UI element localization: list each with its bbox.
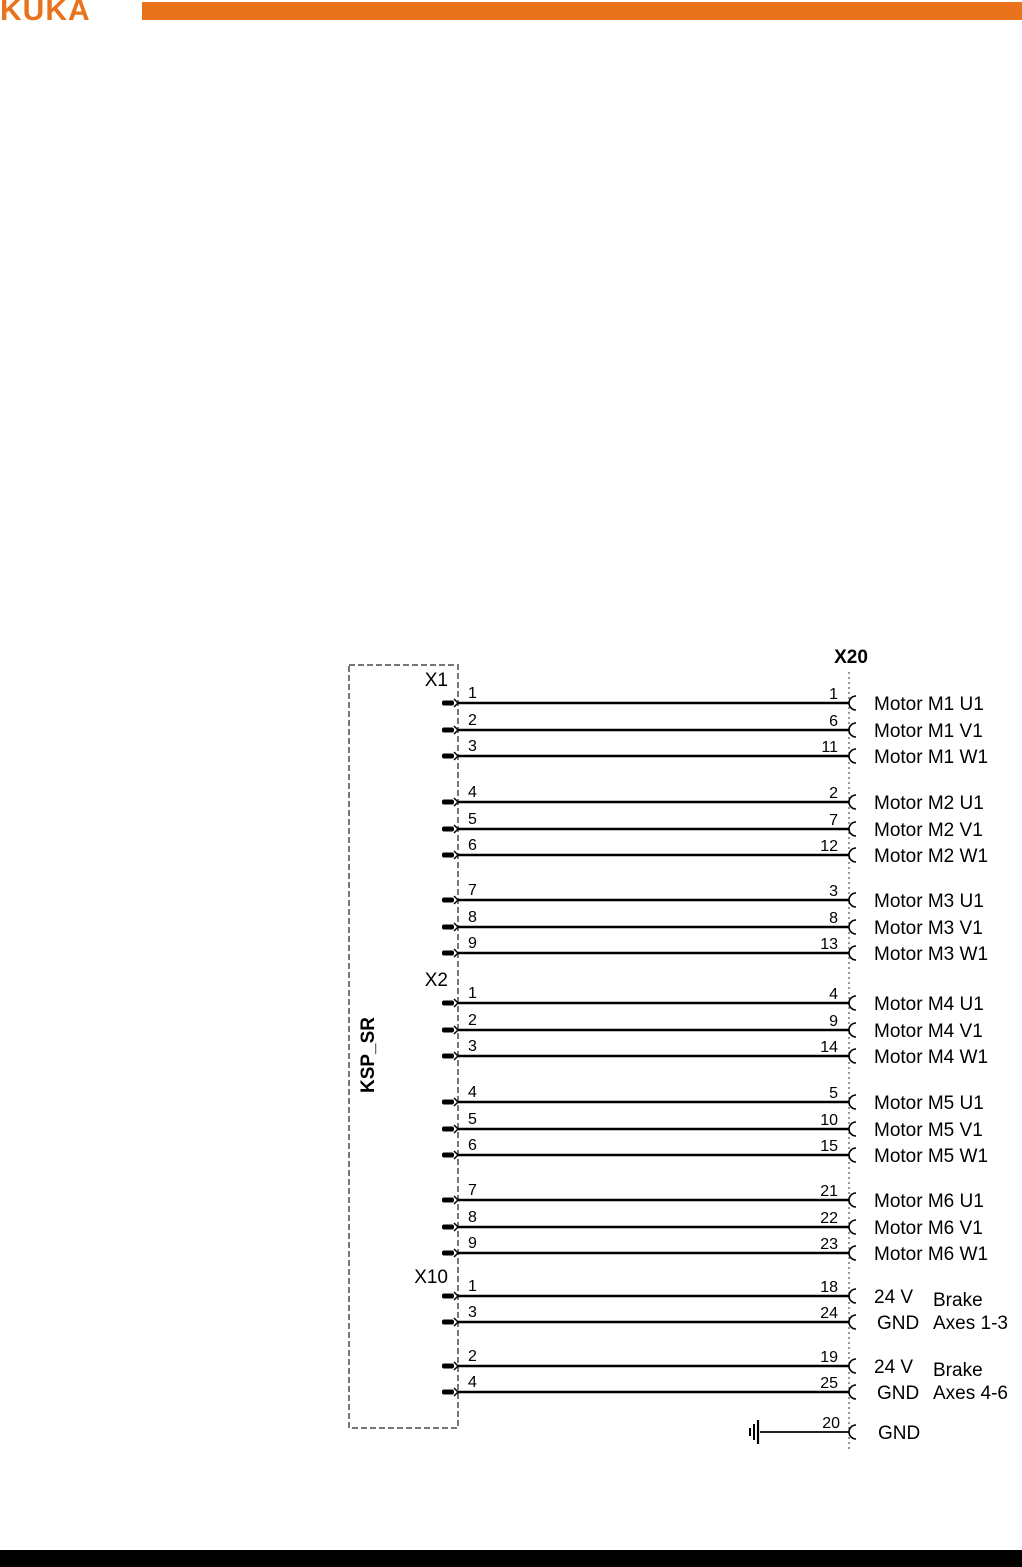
pin-marker (442, 1390, 454, 1395)
pin-marker (442, 1100, 454, 1105)
socket-symbol (849, 696, 856, 710)
socket-symbol (849, 1246, 856, 1260)
connector-label-x10: X10 (414, 1267, 448, 1288)
module-pin-number: 2 (468, 1012, 477, 1029)
signal-label: GND (877, 1313, 920, 1334)
module-pin-number: 4 (468, 1374, 477, 1391)
x20-pin-number: 23 (820, 1236, 838, 1253)
x20-pin-number: 4 (829, 986, 838, 1003)
pin-marker (442, 1028, 454, 1033)
x20-pin-number: 21 (820, 1183, 838, 1200)
pin-marker (442, 728, 454, 733)
signal-label: GND (877, 1383, 920, 1404)
pin-marker (442, 754, 454, 759)
signal-label: Motor M4 W1 (874, 1047, 989, 1068)
socket-symbol (849, 1122, 856, 1136)
module-pin-number: 3 (468, 1304, 477, 1321)
signal-label: 24 V (874, 1287, 914, 1308)
socket-symbol (849, 1385, 856, 1399)
module-pin-number: 7 (468, 1182, 477, 1199)
pin-marker (442, 1251, 454, 1256)
ground-label: GND (878, 1423, 921, 1444)
socket-symbol (849, 893, 856, 907)
signal-label: Motor M3 V1 (874, 918, 983, 939)
signal-label: Motor M1 V1 (874, 721, 983, 742)
x20-pin-number: 9 (829, 1013, 838, 1030)
x20-pin-number: 5 (829, 1085, 838, 1102)
x20-pin-number: 20 (822, 1415, 840, 1432)
module-label: KSP_SR (358, 1016, 379, 1094)
socket-symbol (849, 1289, 856, 1303)
signal-label: Motor M5 V1 (874, 1120, 983, 1141)
signal-label: Motor M6 W1 (874, 1244, 989, 1265)
brake-group-title: Brake (933, 1360, 983, 1381)
module-pin-number: 1 (468, 985, 477, 1002)
x20-pin-number: 13 (820, 936, 838, 953)
x20-pin-number: 8 (829, 910, 838, 927)
connector-label-x1: X1 (424, 670, 448, 691)
pin-marker (442, 800, 454, 805)
pin-marker (442, 1001, 454, 1006)
x20-pin-number: 22 (820, 1210, 838, 1227)
x20-pin-number: 6 (829, 713, 838, 730)
signal-label: Motor M5 W1 (874, 1146, 989, 1167)
signal-label: Motor M6 V1 (874, 1218, 983, 1239)
socket-symbol (849, 1425, 856, 1439)
brake-group-title: Brake (933, 1290, 983, 1311)
x20-pin-number: 11 (821, 739, 838, 756)
x20-pin-number: 24 (820, 1305, 838, 1322)
x20-pin-number: 2 (829, 785, 838, 802)
socket-symbol (849, 1095, 856, 1109)
signal-label: Motor M2 W1 (874, 846, 989, 867)
pin-marker (442, 853, 454, 858)
module-pin-number: 8 (468, 909, 477, 926)
x20-pin-number: 25 (820, 1375, 838, 1392)
module-pin-number: 9 (468, 1235, 477, 1252)
x20-pin-number: 3 (829, 883, 838, 900)
pin-marker (442, 1320, 454, 1325)
module-pin-number: 7 (468, 882, 477, 899)
brake-group-axes: Axes 4-6 (933, 1383, 1008, 1404)
kuka-logo: KUKA (0, 0, 91, 27)
x20-pin-number: 15 (820, 1138, 838, 1155)
pin-marker (442, 701, 454, 706)
signal-label: Motor M3 U1 (874, 891, 984, 912)
module-pin-number: 4 (468, 1084, 477, 1101)
socket-symbol (849, 1148, 856, 1162)
x20-pin-number: 19 (820, 1349, 838, 1366)
pin-marker (442, 1364, 454, 1369)
socket-symbol (849, 946, 856, 960)
signal-label: Motor M6 U1 (874, 1191, 984, 1212)
pin-marker (442, 1153, 454, 1158)
pin-marker (442, 898, 454, 903)
signal-label: Motor M5 U1 (874, 1093, 984, 1114)
connector-label-x2: X2 (424, 970, 448, 991)
module-pin-number: 3 (468, 1038, 477, 1055)
module-pin-number: 6 (468, 837, 477, 854)
socket-symbol (849, 1049, 856, 1063)
pin-marker (442, 925, 454, 930)
module-pin-number: 1 (468, 1278, 477, 1295)
footer-bar (0, 1550, 1022, 1567)
module-pin-number: 4 (468, 784, 477, 801)
module-pin-number: 1 (468, 685, 477, 702)
module-pin-number: 9 (468, 935, 477, 952)
signal-label: Motor M4 V1 (874, 1021, 983, 1042)
x20-pin-number: 12 (820, 838, 838, 855)
pin-marker (442, 827, 454, 832)
module-pin-number: 8 (468, 1209, 477, 1226)
socket-symbol (849, 996, 856, 1010)
socket-symbol (849, 1193, 856, 1207)
pin-marker (442, 951, 454, 956)
x20-pin-number: 18 (820, 1279, 838, 1296)
pin-marker (442, 1294, 454, 1299)
socket-symbol (849, 795, 856, 809)
module-pin-number: 5 (468, 811, 477, 828)
socket-symbol (849, 1220, 856, 1234)
brake-group-axes: Axes 1-3 (933, 1313, 1008, 1334)
signal-label: Motor M4 U1 (874, 994, 984, 1015)
x20-pin-number: 10 (820, 1112, 838, 1129)
pin-marker (442, 1127, 454, 1132)
x20-pin-number: 14 (820, 1039, 838, 1056)
socket-symbol (849, 1315, 856, 1329)
pin-marker (442, 1225, 454, 1230)
pin-marker (442, 1198, 454, 1203)
x20-pin-number: 7 (829, 812, 838, 829)
socket-symbol (849, 848, 856, 862)
module-pin-number: 5 (468, 1111, 477, 1128)
signal-label: Motor M3 W1 (874, 944, 989, 965)
module-pin-number: 3 (468, 738, 477, 755)
signal-label: Motor M1 U1 (874, 694, 984, 715)
module-pin-number: 2 (468, 1348, 477, 1365)
module-pin-number: 6 (468, 1137, 477, 1154)
pin-marker (442, 1054, 454, 1059)
signal-label: Motor M1 W1 (874, 747, 989, 768)
x20-pin-number: 1 (829, 686, 838, 703)
x20-connector-label: X20 (834, 647, 868, 668)
socket-symbol (849, 1023, 856, 1037)
signal-label: 24 V (874, 1357, 914, 1378)
socket-symbol (849, 920, 856, 934)
socket-symbol (849, 723, 856, 737)
signal-label: Motor M2 V1 (874, 820, 983, 841)
signal-label: Motor M2 U1 (874, 793, 984, 814)
socket-symbol (849, 749, 856, 763)
socket-symbol (849, 1359, 856, 1373)
module-pin-number: 2 (468, 712, 477, 729)
socket-symbol (849, 822, 856, 836)
